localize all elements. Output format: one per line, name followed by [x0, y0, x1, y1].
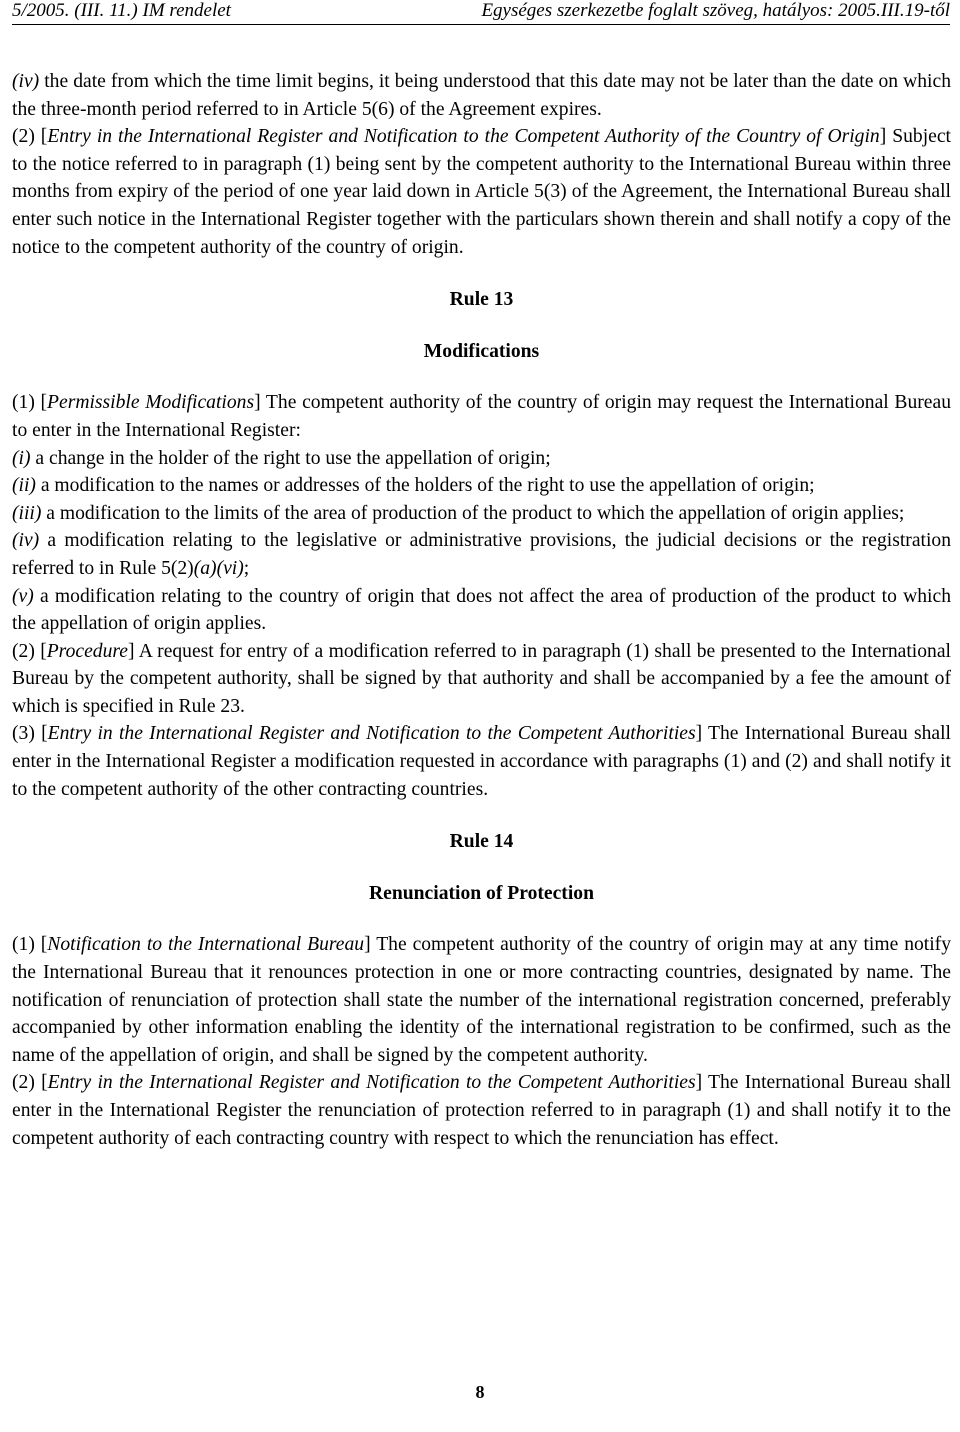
rule-13-item-iv: (iv) a modification relating to the legislative or administrative provisions, the judicial decisions or the registration referred to in Rule 5(2)(a)(vi); — [12, 530, 951, 579]
rule-13-item-i: (i) a change in the holder of the right to use the appellation of origin; — [12, 447, 551, 469]
paragraph-title: Entry in the International Register and Notification to the Competent Authorities — [47, 723, 696, 745]
paragraph-title: Entry in the International Register and Notification to the Competent Authorities — [47, 1072, 696, 1094]
paragraph-title: Entry in the International Register and Notification to the Competent Authority of the Country of Origin — [47, 126, 880, 148]
header-regulation-ref: 5/2005. (III. 11.) IM rendelet — [12, 0, 231, 21]
rule-14-paragraph-2: (2) [Entry in the International Register and Notification to the Competent Authorities] The International Bureau shall enter in the International Register the renunciation of protection referred to in paragraph (1) and shall notify it to the competent authority of each contracting country with respect to which the renunciation has effect. — [12, 1072, 952, 1149]
rule-13-number: Rule 13 — [449, 289, 514, 311]
rule-13-paragraph-3: (3) [Entry in the International Register and Notification to the Competent Authorities] The International Bureau shall enter in the International Register a modification requested in accordance with paragraphs (1) and (2) and shall notify it to the competent authority of the other contracting countries. — [12, 723, 952, 800]
page-header — [12, 0, 950, 25]
paragraph-title: Permissible Modifications — [47, 392, 255, 414]
rule-13-item-iii: (iii) a modification to the limits of the area of production of the product to which the appellation of origin applies; — [12, 502, 905, 524]
item-label: (iv) — [12, 71, 40, 92]
rule-13-paragraph-1: (1) [Permissible Modifications] The competent authority of the country of origin may request the International Bureau to enter in the International Register: — [12, 392, 951, 441]
document-body — [12, 68, 951, 1152]
header-consolidated-note: Egységes szerkezetbe foglalt szöveg, hatályos: 2005.III.19-től — [481, 0, 950, 21]
paragraph-title: Procedure — [46, 640, 128, 662]
rule-13-item-ii: (ii) a modification to the names or addresses of the holders of the right to use the appellation of origin; — [12, 475, 815, 497]
rule-14-heading: Renunciation of Protection — [369, 882, 594, 904]
intro-item-iv: (iv) the date from which the time limit begins, it being understood that this date may not be later than the date on which the three-month period referred to in Article 5(6) of the Agreement expires. — [12, 71, 951, 120]
rule-14-paragraph-1: (1) [Notification to the International Bureau] The competent authority of the country of origin may at any time notify the International Bureau that it renounces protection in one or more contracting countries, designated by name. The notification of renunciation of protection shall state the number of the international registration concerned, preferably accompanied by other information enabling the identity of the international registration to be confirmed, such as the name of the appellation of origin, and shall be signed by the competent authority. — [12, 934, 951, 1066]
rule-13-paragraph-2: (2) [Procedure] A request for entry of a modification referred to in paragraph (1) shall be presented to the International Bureau by the competent authority, shall be signed by that authority and shall be accompanied by a fee the amount of which is specified in Rule 23. — [12, 640, 951, 717]
intro-paragraph-2: (2) [Entry in the International Register and Notification to the Competent Authority of the Country of Origin] Subject to the notice referred to in paragraph (1) being sent by the competent authority to the International Bureau within three months from expiry of the period of one year laid down in Article 5(3) of the Agreement, the International Bureau shall enter such notice in the International Register together with the particulars shown therein and shall notify a copy of the notice to the competent authority of the country of origin. — [12, 126, 951, 258]
paragraph-title: Notification to the International Bureau — [47, 934, 365, 956]
page-number: 8 — [475, 1382, 485, 1402]
rule-13-heading: Modifications — [423, 340, 540, 362]
rule-13-item-v: (v) a modification relating to the country of origin that does not affect the area of production of the product to which the appellation of origin applies. — [12, 585, 951, 635]
rule-14-number: Rule 14 — [449, 831, 514, 853]
